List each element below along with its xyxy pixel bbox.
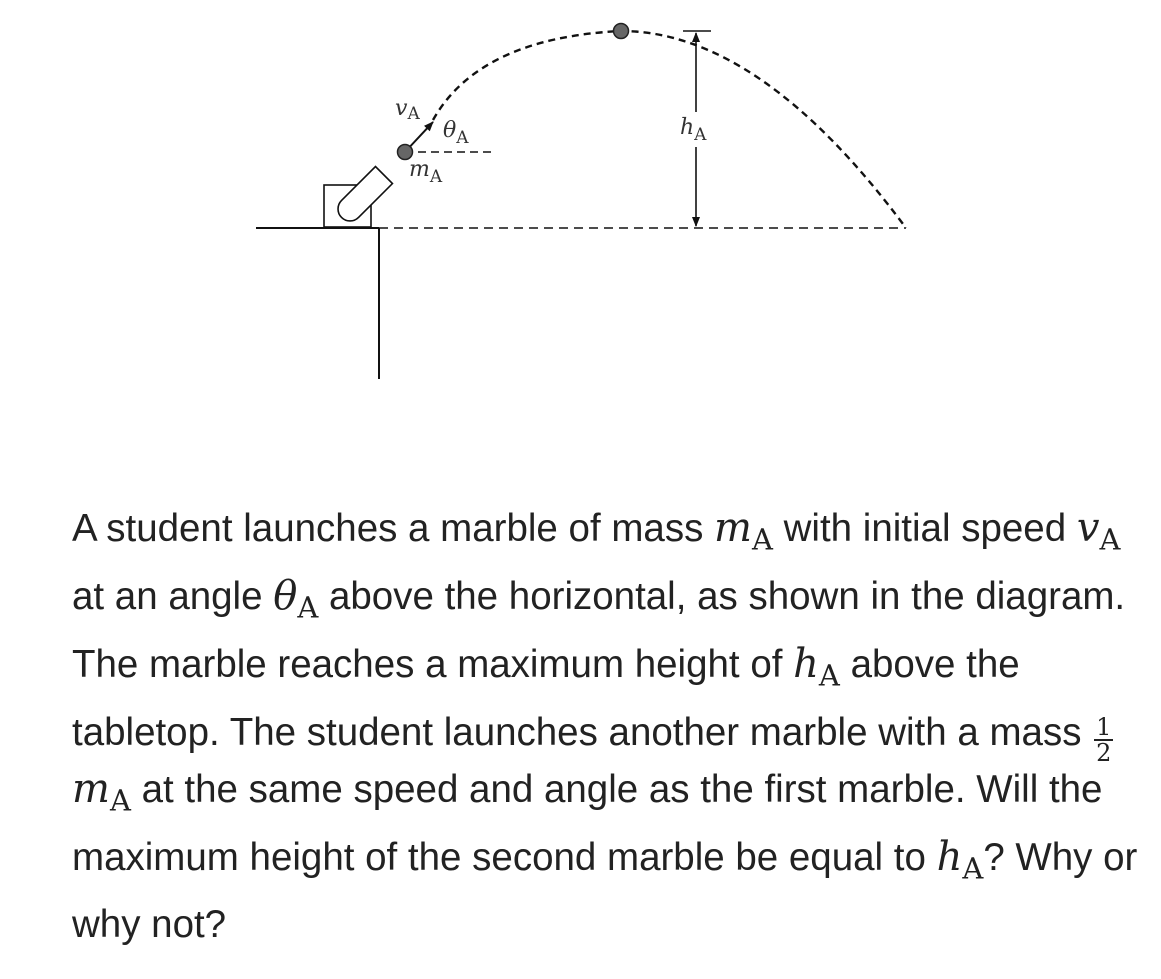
- velocity-label: vA: [395, 96, 420, 124]
- trajectory-path: [433, 31, 906, 228]
- question-sentence-1: A student launches a marble of mass: [72, 507, 704, 550]
- question-sentence-2: with initial speed: [783, 507, 1067, 550]
- height-label: $h_A$: [680, 115, 707, 145]
- one-half-fraction: $\frac{1}{2}$: [1096, 713, 1112, 768]
- height-variable: $h_A$: [793, 641, 840, 694]
- question-sentence-5: above the tabletop. The student launches another marble with a mass: [72, 643, 1082, 754]
- question-sentence-3: at an angle: [72, 575, 263, 619]
- question-text: [72, 500, 1142, 954]
- question-sentence-4: above the horizontal, as shown in the diagram. The marble reaches a maximum height of: [72, 575, 1126, 687]
- question-sentence-7: ? Why or why not?: [72, 836, 1138, 947]
- question-paragraph: [72, 500, 1142, 954]
- angle-label: $\theta_A$: [443, 118, 469, 148]
- mass-label: $m_A$: [409, 157, 443, 187]
- speed-variable: $v_A$: [1076, 505, 1121, 557]
- height-variable-2: $h_A$: [936, 834, 984, 886]
- angle-variable: $\theta_A$: [273, 573, 319, 625]
- mass-variable: $m_A$: [714, 505, 773, 557]
- projectile-diagram: [0, 0, 1161, 470]
- question-sentence-6: at the same speed and angle as the first marble. Will the maximum height of the second marble be equal to: [72, 768, 1103, 880]
- half-mass-expression: $\frac{1}{2}$ $m_A$: [72, 713, 1112, 818]
- marble-apex: [614, 24, 629, 39]
